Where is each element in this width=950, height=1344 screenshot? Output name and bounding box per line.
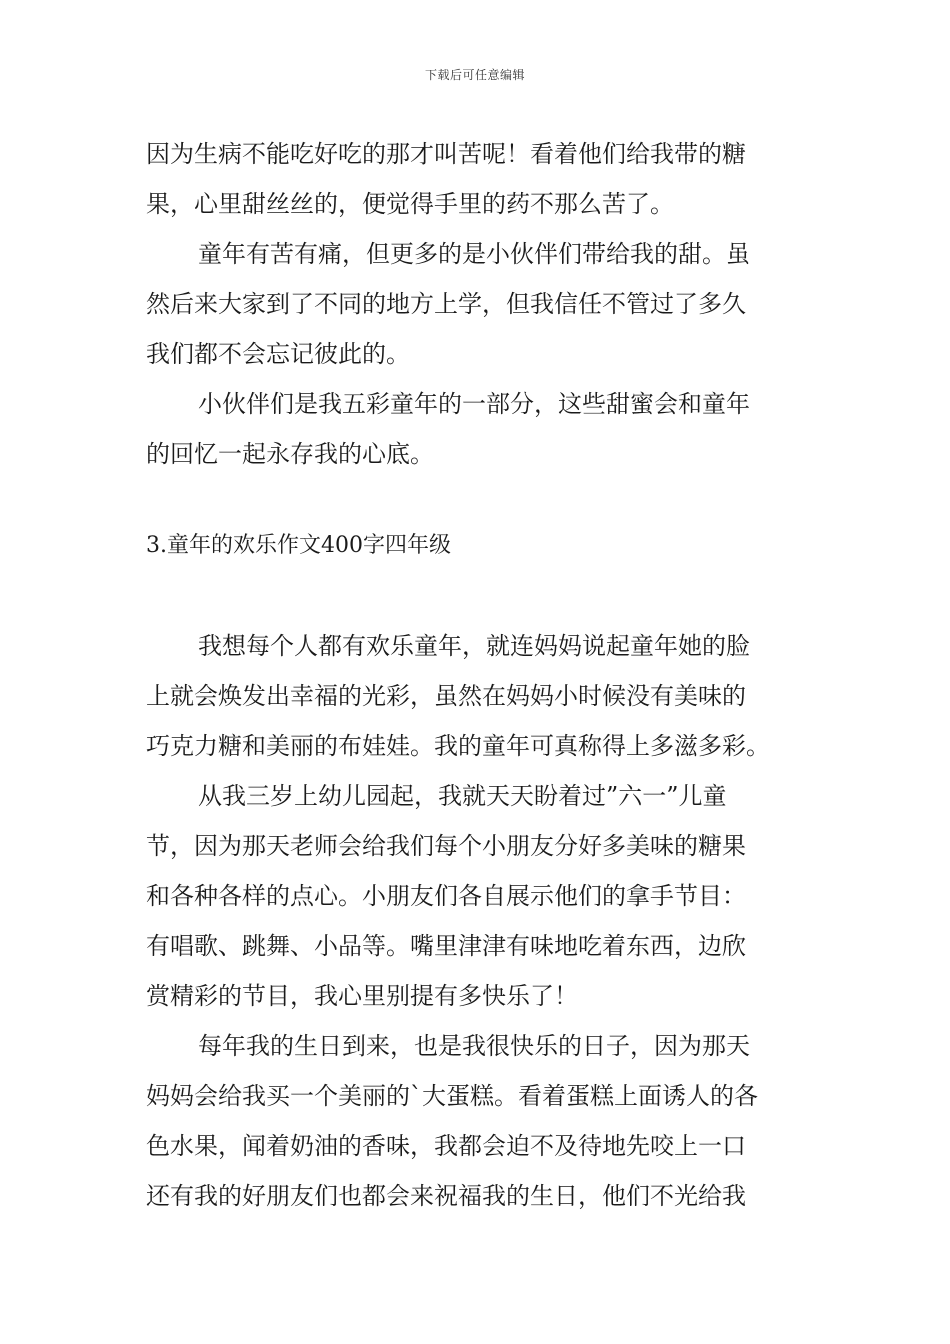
- paragraph-line: 赏精彩的节目，我心里别提有多快乐了！: [146, 982, 578, 1010]
- paragraph-line: 还有我的好朋友们也都会来祝福我的生日，他们不光给我: [146, 1182, 746, 1210]
- paragraph-line: 色水果，闻着奶油的香味，我都会迫不及待地先咬上一口: [146, 1132, 746, 1160]
- paragraph-line: 我想每个人都有欢乐童年，就连妈妈说起童年她的脸: [198, 632, 750, 660]
- paragraph-line: 从我三岁上幼儿园起，我就天天盼着过”六一”儿童: [198, 782, 727, 810]
- paragraph-line: 每年我的生日到来，也是我很快乐的日子，因为那天: [198, 1032, 750, 1060]
- paragraph-line: 节，因为那天老师会给我们每个小朋友分好多美味的糖果: [146, 832, 746, 860]
- paragraph-line: 妈妈会给我买一个美丽的`大蛋糕。看着蛋糕上面诱人的各: [146, 1082, 758, 1110]
- paragraph-line: 巧克力糖和美丽的布娃娃。我的童年可真称得上多滋多彩。: [146, 732, 770, 760]
- paragraph-line: 然后来大家到了不同的地方上学，但我信任不管过了多久: [146, 290, 746, 318]
- paragraph-line: 上就会焕发出幸福的光彩，虽然在妈妈小时候没有美味的: [146, 682, 746, 710]
- paragraph-line: 童年有苦有痛，但更多的是小伙伴们带给我的甜。虽: [198, 240, 750, 268]
- paragraph-line: 和各种各样的点心。小朋友们各自展示他们的拿手节目：: [146, 882, 746, 910]
- header-note: 下载后可任意编辑: [424, 68, 525, 82]
- paragraph-line: 小伙伴们是我五彩童年的一部分，这些甜蜜会和童年: [198, 390, 750, 418]
- document-body: [146, 129, 816, 1221]
- paragraph-line: 因为生病不能吃好吃的那才叫苦呢！看着他们给我带的糖: [146, 140, 746, 168]
- section-heading: 3.童年的欢乐作文400字四年级: [146, 533, 451, 558]
- paragraph-line: 我们都不会忘记彼此的。: [146, 340, 410, 368]
- spacer: [146, 571, 816, 621]
- paragraph-line: 有唱歌、跳舞、小品等。嘴里津津有味地吃着东西，边欣: [146, 932, 746, 960]
- paragraph-line: 的回忆一起永存我的心底。: [146, 440, 434, 468]
- paragraph-line: 果，心里甜丝丝的，便觉得手里的药不那么苦了。: [146, 190, 674, 218]
